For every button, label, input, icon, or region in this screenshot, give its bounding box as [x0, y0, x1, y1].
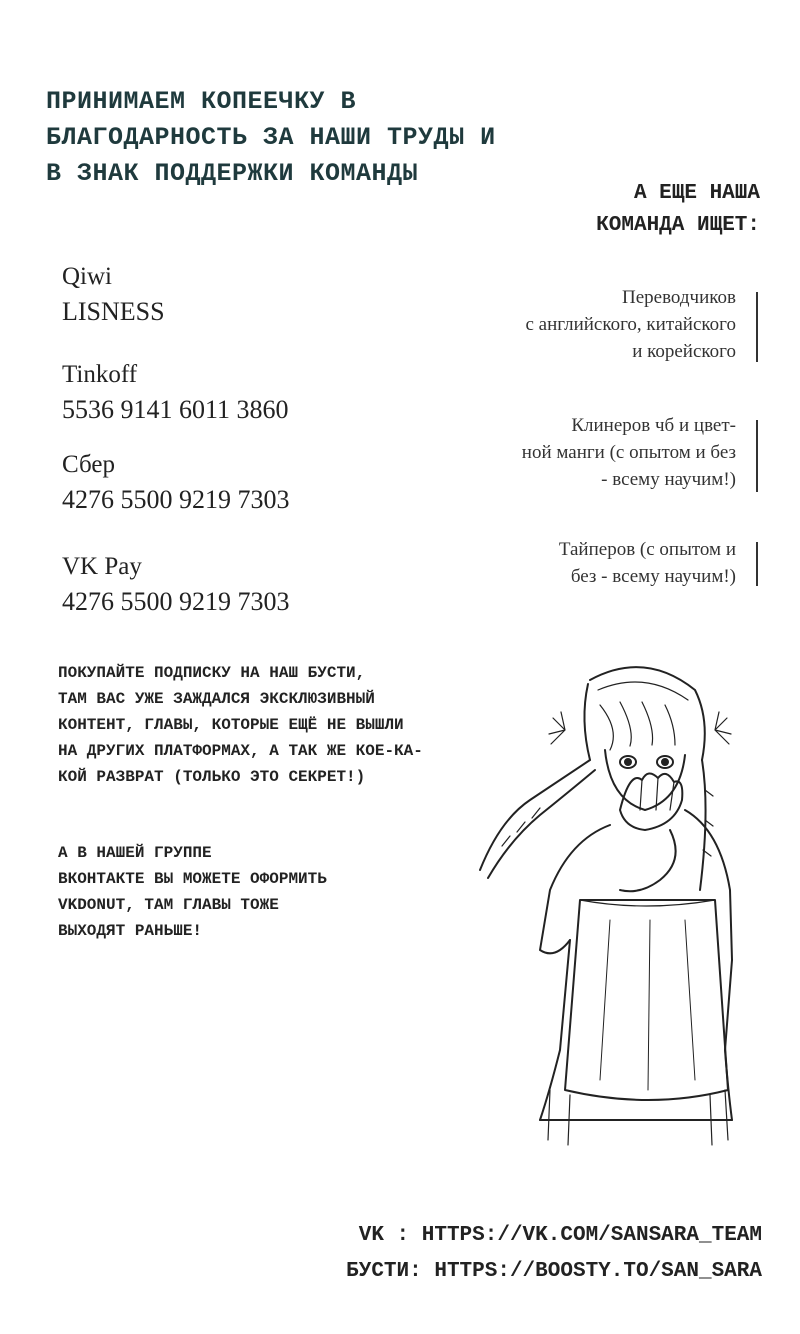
donation-heading — [46, 84, 546, 192]
boosty-link[interactable]: БУСТИ: HTTPS://BOOSTY.TO/SAN_SARA — [346, 1260, 762, 1283]
recruitment-title — [596, 178, 760, 242]
promo-line: ПОКУПАЙТЕ ПОДПИСКУ НА НАШ БУСТИ, — [58, 664, 366, 682]
role-line: с английского, китайского — [525, 314, 736, 335]
links-block — [346, 1218, 762, 1290]
payment-value: 4276 5500 9219 7303 — [62, 587, 290, 616]
promo-line: КОЙ РАЗВРАТ (ТОЛЬКО ЭТО СЕКРЕТ!) — [58, 768, 366, 786]
promo-line: VKDONUT, ТАМ ГЛАВЫ ТОЖЕ — [58, 896, 279, 914]
payment-vkpay — [62, 550, 290, 620]
role-divider — [756, 542, 758, 586]
role-line: - всему научим!) — [601, 469, 736, 490]
role-line: и корейского — [632, 341, 736, 362]
vk-promo — [58, 840, 327, 944]
manga-girl-illustration-icon — [470, 650, 750, 1150]
role-divider — [756, 292, 758, 362]
payment-tinkoff — [62, 358, 289, 428]
payment-label: Qiwi — [62, 263, 112, 290]
heading-line: В ЗНАК ПОДДЕРЖКИ КОМАНДЫ — [46, 159, 419, 188]
payment-sber — [62, 448, 290, 518]
promo-line: ВКОНТАКТЕ ВЫ МОЖЕТЕ ОФОРМИТЬ — [58, 870, 327, 888]
payment-value: 5536 9141 6011 3860 — [62, 395, 289, 424]
payment-value: LISNESS — [62, 297, 165, 326]
promo-line: А В НАШЕЙ ГРУППЕ — [58, 844, 212, 862]
recruitment-title-line: А ЕЩЕ НАША — [633, 182, 760, 205]
role-typers — [559, 536, 738, 590]
payment-label: Сбер — [62, 451, 115, 478]
role-line: Тайперов (с опытом и — [558, 539, 736, 560]
payment-label: Tinkoff — [62, 361, 138, 388]
vk-link[interactable]: VK : HTTPS://VK.COM/SANSARA_TEAM — [358, 1224, 762, 1247]
role-line: Клинеров чб и цвет- — [571, 415, 736, 436]
recruitment-title-line: КОМАНДА ИЩЕТ: — [596, 214, 760, 237]
heading-line: БЛАГОДАРНОСТЬ ЗА НАШИ ТРУДЫ И — [46, 123, 496, 152]
payment-label: VK Pay — [62, 553, 142, 580]
payment-qiwi — [62, 260, 165, 330]
promo-line: КОНТЕНТ, ГЛАВЫ, КОТОРЫЕ ЕЩЁ НЕ ВЫШЛИ — [58, 716, 404, 734]
boosty-promo — [58, 660, 423, 790]
role-line: ной манги (с опытом и без — [521, 442, 736, 463]
promo-line: НА ДРУГИХ ПЛАТФОРМАХ, А ТАК ЖЕ КОЕ-КА- — [58, 742, 423, 760]
role-translators — [525, 284, 738, 365]
heading-line: ПРИНИМАЕМ КОПЕЕЧКУ В — [46, 87, 357, 116]
payment-value: 4276 5500 9219 7303 — [62, 485, 290, 514]
role-divider — [756, 420, 758, 492]
role-cleaners — [522, 412, 738, 493]
role-line: без - всему научим!) — [570, 566, 736, 587]
promo-line: ТАМ ВАС УЖЕ ЗАЖДАЛСЯ ЭКСКЛЮЗИВНЫЙ — [58, 690, 375, 708]
role-line: Переводчиков — [621, 287, 736, 308]
promo-line: ВЫХОДЯТ РАНЬШЕ! — [58, 922, 203, 940]
